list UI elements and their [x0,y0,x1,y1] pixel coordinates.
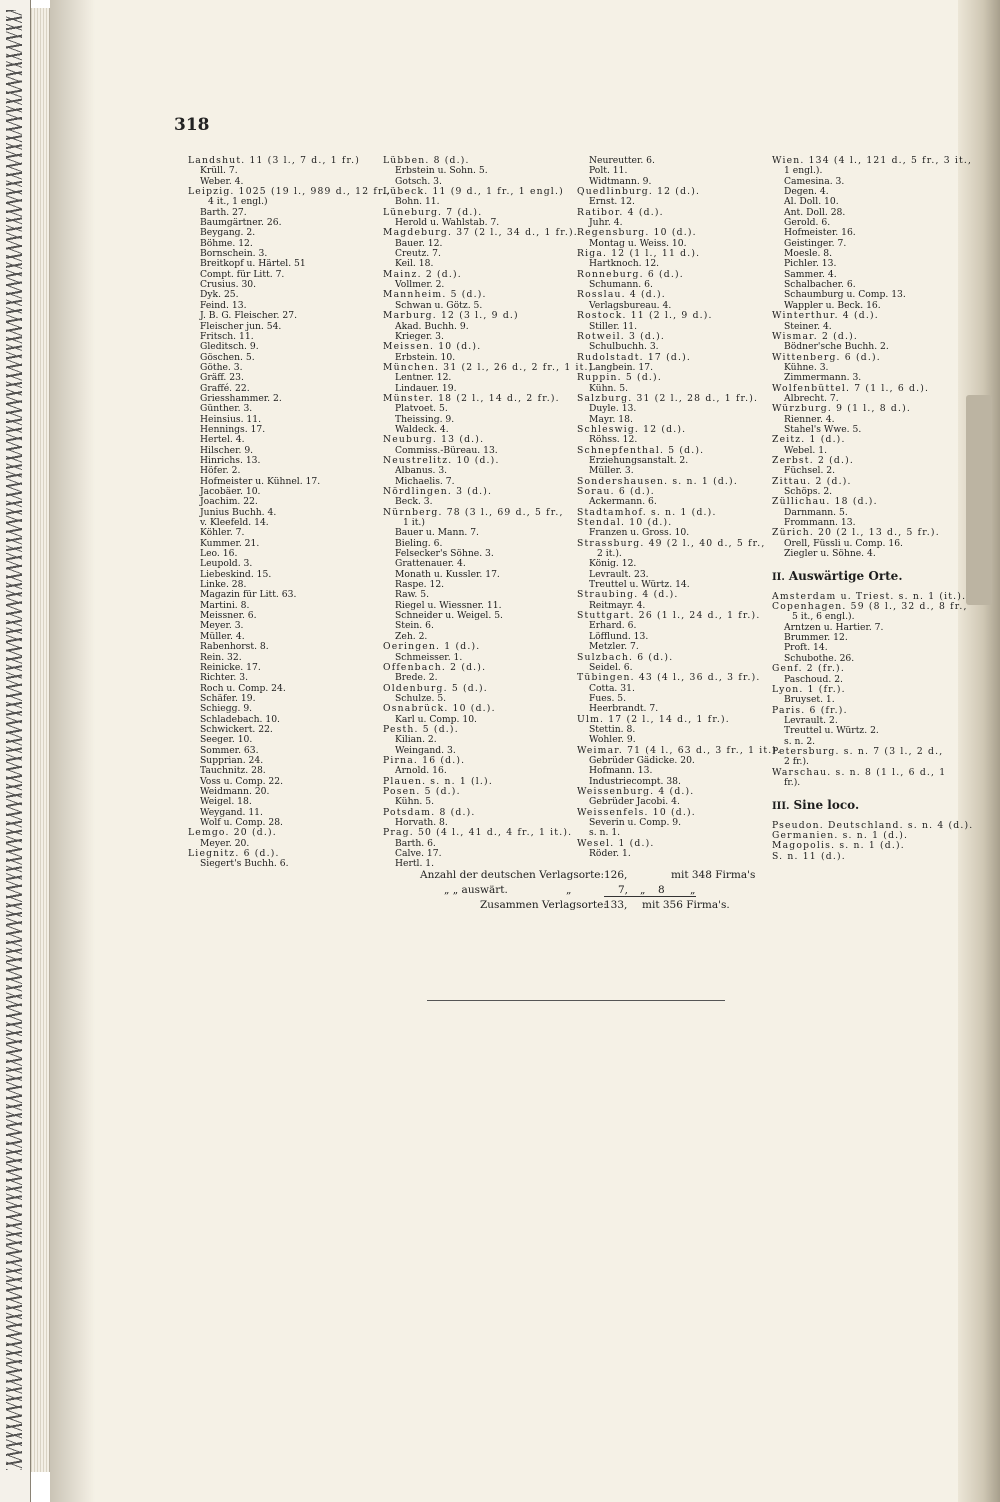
place-entry: Sondershausen. s. n. 1 (d.). [577,475,738,487]
publisher-entry: Richter. 3. [200,672,249,684]
column-4 [772,155,974,862]
publisher-entry: Polt. 11. [589,165,628,177]
publisher-entry: Gebrüder Gädicke. 20. [589,754,695,766]
publisher-entry: Ziegler u. Söhne. 4. [784,548,876,560]
publisher-entry: Weingand. 3. [395,744,456,756]
section-heading-auswaertige-orte: II. Auswärtige Orte. [772,569,903,584]
place-entry: Landshut. 11 (3 l., 7 d., 1 fr.) [188,155,360,166]
publisher-entry: Liebeskind. 15. [200,568,272,580]
publisher-entry: Calve. 17. [395,848,442,860]
marbled-book-edge [0,0,31,1502]
closing-rule [427,1000,725,1001]
publisher-entry: Martini. 8. [200,599,250,611]
place-entry: Ratibor. 4 (d.). [577,206,664,218]
place-entry: Copenhagen. 59 (8 l., 32 d., 8 fr., [772,601,968,613]
publisher-entry: Proft. 14. [784,642,828,654]
publisher-entry: Ant. Doll. 28. [784,206,846,218]
publisher-entry: Orell, Füssli u. Comp. 16. [784,537,903,549]
publisher-entry: Arntzen u. Hartier. 7. [784,621,884,633]
publisher-entry: Michaelis. 7. [395,475,455,487]
publisher-entry: Meyer. 20. [200,837,250,849]
publisher-entry: Kilian. 2. [395,734,437,746]
publisher-entry: Steiner. 4. [784,320,832,332]
place-entry: Neuburg. 13 (d.). [383,434,485,446]
place-entry: München. 31 (2 l., 26 d., 2 fr., 1 it.) [383,361,594,373]
publisher-entry: Theissing. 9. [395,413,455,425]
place-entry: Pseudon. Deutschland. s. n. 4 (d.). [772,819,974,831]
place-entry: Liegnitz. 6 (d.). [188,848,280,860]
publisher-entry: Reinicke. 17. [200,661,261,673]
publisher-entry: 1 engl.). [784,165,823,177]
publisher-entry: Gleditsch. 9. [200,341,259,353]
place-entry: Prag. 50 (4 l., 41 d., 4 fr., 1 it.). [383,827,573,839]
publisher-entry: Gotsch. 3. [395,175,442,187]
place-entry: Leipzig. 1025 (19 l., 989 d., 12 fr., [188,186,391,198]
publisher-entry: Röhss. 12. [589,434,638,446]
place-entry: Stadtamhof. s. n. 1 (d.). [577,506,717,518]
publisher-entry: Baumgärtner. 26. [200,217,282,229]
place-entry: Oldenburg. 5 (d.). [383,682,488,694]
publisher-entry: Waldeck. 4. [395,423,449,435]
place-entry: Neustrelitz. 10 (d.). [383,454,500,466]
publisher-entry: Meyer. 3. [200,620,244,632]
publisher-entry: Albrecht. 7. [784,392,839,404]
publisher-entry: Arnold. 16. [395,765,447,777]
publisher-entry: Tauchnitz. 28. [200,765,266,777]
publisher-entry: fr.). [784,776,801,788]
publisher-entry: Voss u. Comp. 22. [200,775,284,787]
publisher-entry: Franzen u. Gross. 10. [589,527,690,539]
publisher-entry: Hartknoch. 12. [589,258,660,270]
publisher-entry: Stein. 6. [395,620,434,632]
publisher-entry: Ernst. 12. [589,196,635,208]
publisher-entry: Meissner. 6. [200,610,257,622]
page-number: 318 [174,115,210,135]
publisher-entry: Schwickert. 22. [200,723,273,735]
publisher-entry: Schäfer. 19. [200,692,256,704]
publisher-entry: Raspe. 12. [395,579,445,591]
publisher-entry: Platvoet. 5. [395,403,448,415]
publisher-entry: Schneider u. Weigel. 5. [395,610,503,622]
publisher-entry: Bauer. 12. [395,237,443,249]
publisher-entry: Griesshammer. 2. [200,392,282,404]
place-entry: Zeitz. 1 (d.). [772,434,846,446]
publisher-entry: Felsecker's Söhne. 3. [395,548,494,560]
place-entry: Rosslau. 4 (d.). [577,289,666,301]
place-entry: Nürnberg. 78 (3 l., 69 d., 5 fr., [383,506,564,518]
publisher-entry: Treuttel u. Würtz. 14. [589,579,690,591]
publisher-entry: Hofmann. 13. [589,765,653,777]
publisher-entry: Supprian. 24. [200,754,264,766]
publisher-entry: J. B. G. Fleischer. 27. [200,310,297,322]
publisher-entry: Rein. 32. [200,651,242,663]
publisher-entry: Widtmann. 9. [589,175,652,187]
column-4-foreign-list [772,592,967,789]
publisher-entry: 1 it.) [403,517,425,529]
place-entry: Quedlinburg. 12 (d.). [577,186,701,198]
publisher-entry: Weygand. 11. [200,806,263,818]
publisher-entry: Raw. 5. [395,589,429,601]
publisher-entry: Levrault. 23. [589,568,649,580]
publisher-entry: Wohler. 9. [589,734,636,746]
publisher-entry: Schaumburg u. Comp. 13. [784,289,906,301]
publisher-entry: Joachim. 22. [200,496,258,508]
publisher-entry: Karl u. Comp. 10. [395,713,477,725]
publisher-entry: Gebrüder Jacobi. 4. [589,796,680,808]
publisher-entry: Wolf u. Comp. 28. [200,817,283,828]
publisher-entry: Webel. 1. [784,444,827,456]
publisher-entry: Bornschein. 3. [200,248,268,260]
publisher-entry: Brummer. 12. [784,632,848,644]
column-2 [383,155,594,870]
publisher-entry: Stettin. 8. [589,723,636,735]
place-entry: Wesel. 1 (d.). [577,837,655,849]
publisher-entry: Camesina. 3. [784,175,845,187]
publisher-entry: Jacobäer. 10. [200,486,261,497]
publisher-entry: Stiller. 11. [589,320,638,332]
summary-underline [604,896,696,897]
place-entry: Amsterdam u. Triest. s. n. 1 (it.). [772,590,967,602]
publisher-entry: Röder. 1. [589,848,631,860]
publisher-entry: Neureutter. 6. [589,155,655,166]
place-entry: Zürich. 20 (2 l., 13 d., 5 fr.). [772,527,940,539]
publisher-entry: Lindauer. 19. [395,382,457,394]
publisher-entry: Weigel. 18. [200,796,252,808]
publisher-entry: Löfflund. 13. [589,630,649,642]
publisher-entry: Juhr. 4. [589,217,623,229]
place-entry: Sorau. 6 (d.). [577,486,655,497]
publisher-entry: Bieling. 6. [395,537,443,549]
place-entry: Sulzbach. 6 (d.). [577,651,674,663]
publisher-entry: Sammer. 4. [784,268,837,280]
publisher-entry: Ackermann. 6. [589,496,657,508]
publisher-entry: Füchsel. 2. [784,465,836,477]
publisher-entry: Crusius. 30. [200,279,257,291]
place-entry: Lyon. 1 (fr.). [772,683,846,695]
place-entry: S. n. 11 (d.). [772,850,846,862]
place-entry: Wittenberg. 6 (d.). [772,351,881,363]
publisher-entry: Compt. für Litt. 7. [200,268,285,280]
place-entry: Lübben. 8 (d.). [383,155,470,166]
publisher-entry: Kühn. 5. [589,382,629,394]
publisher-entry: Commiss.-Büreau. 13. [395,444,498,456]
place-entry: Magdeburg. 37 (2 l., 34 d., 1 fr.). [383,227,578,239]
publisher-entry: Linke. 28. [200,579,247,591]
place-entry: Lemgo. 20 (d.). [188,827,277,839]
publisher-entry: Langbein. 17. [589,361,654,373]
publisher-entry: Horvath. 8. [395,817,448,828]
publisher-entry: Reitmayr. 4. [589,599,646,611]
publisher-entry: Erbstein u. Sohn. 5. [395,165,488,177]
place-entry: Stuttgart. 26 (1 l., 24 d., 1 fr.). [577,610,761,622]
publisher-entry: Sommer. 63. [200,744,259,756]
publisher-entry: Fritsch. 11. [200,330,254,342]
publisher-entry: Barth. 27. [200,206,247,218]
place-entry: Mannheim. 5 (d.). [383,289,487,301]
publisher-entry: Hofmeister. 16. [784,227,856,239]
publisher-entry: Beygang. 2. [200,227,256,239]
place-entry: Riga. 12 (1 l., 11 d.). [577,248,701,260]
publisher-entry: Bödner'sche Buchh. 2. [784,341,889,353]
publisher-entry: Schumann. 6. [589,279,653,291]
place-entry: Marburg. 12 (3 l., 9 d.) [383,310,519,322]
publisher-entry: Krieger. 3. [395,330,444,342]
publisher-entry: Schladebach. 10. [200,713,280,725]
place-entry: Wolfenbüttel. 7 (1 l., 6 d.). [772,382,930,394]
place-entry: Osnabrück. 10 (d.). [383,703,496,715]
publisher-entry: Zimmermann. 3. [784,372,862,384]
publisher-entry: Moesle. 8. [784,248,833,260]
gutter-shadow [50,0,95,1502]
publisher-entry: s. n. 2. [784,735,816,747]
publisher-entry: Magazin für Litt. 63. [200,589,297,601]
place-entry: Pirna. 16 (d.). [383,754,466,766]
publisher-entry: Erhard. 6. [589,620,637,632]
place-entry: Magopolis. s. n. 1 (d.). [772,840,905,852]
place-entry: Zerbst. 2 (d.). [772,454,854,466]
place-entry: Ronneburg. 6 (d.). [577,268,684,280]
publisher-entry: Feind. 13. [200,299,247,311]
publisher-entry: Hilscher. 9. [200,444,254,456]
publisher-entry: Treuttel u. Würtz. 2. [784,725,879,737]
place-entry: Zittau. 2 (d.). [772,475,852,487]
place-entry: Rostock. 11 (2 l., 9 d.). [577,310,713,322]
publisher-entry: Höfer. 2. [200,465,241,477]
place-entry: Posen. 5 (d.). [383,785,461,797]
publisher-entry: Kühn. 5. [395,796,435,808]
publisher-entry: Stahel's Wwe. 5. [784,423,862,435]
place-entry: Winterthur. 4 (d.). [772,310,879,322]
publisher-entry: Heerbrandt. 7. [589,703,659,715]
publisher-entry: Levrault. 2. [784,714,838,726]
place-entry: Weimar. 71 (4 l., 63 d., 3 fr., 1 it.). [577,744,782,756]
publisher-entry: Kummer. 21. [200,537,260,549]
publisher-entry: Beck. 3. [395,496,433,508]
place-entry: Wismar. 2 (d.). [772,330,859,342]
publisher-entry: Seeger. 10. [200,734,253,746]
place-entry: Rotweil. 3 (d.). [577,330,666,342]
publisher-entry: Roch u. Comp. 24. [200,682,286,694]
publisher-entry: Günther. 3. [200,403,253,415]
column-4-sine-loco-list [772,819,974,862]
publisher-entry: Müller. 3. [589,465,634,477]
publisher-entry: 5 it., 6 engl.). [792,611,855,623]
place-entry: Salzburg. 31 (2 l., 28 d., 1 fr.). [577,392,759,404]
place-entry: Münster. 18 (2 l., 14 d., 2 fr.). [383,392,560,404]
publisher-entry: Bruyset. 1. [784,694,835,706]
place-entry: Genf. 2 (fr.). [772,663,845,675]
publisher-entry: Darnmann. 5. [784,506,848,518]
publisher-entry: Rienner. 4. [784,413,835,425]
publisher-entry: 2 fr.). [784,756,809,768]
column-3 [577,155,782,860]
publisher-entry: Schulbuchh. 3. [589,341,659,353]
place-entry: Strassburg. 49 (2 l., 40 d., 5 fr., [577,537,766,549]
place-entry: Offenbach. 2 (d.). [383,661,487,673]
place-entry: Schnepfenthal. 5 (d.). [577,444,705,456]
place-entry: Züllichau. 18 (d.). [772,496,878,508]
publisher-entry: s. n. 1. [589,827,621,839]
publisher-entry: Lentner. 12. [395,372,452,384]
publisher-entry: Rabenhorst. 8. [200,641,269,653]
publisher-entry: Keil. 18. [395,258,434,270]
publisher-entry: Paschoud. 2. [784,673,843,685]
page-edges [31,8,50,1472]
publisher-entry: Köhler. 7. [200,527,245,539]
place-entry: Germanien. s. n. 1 (d.). [772,829,909,841]
publisher-entry: Hinrichs. 13. [200,454,261,466]
place-entry: Wien. 134 (4 l., 121 d., 5 fr., 3 it., [772,155,973,166]
publisher-entry: Erbstein. 10. [395,351,456,363]
publisher-entry: Wappler u. Beck. 16. [784,299,881,311]
publisher-entry: Gräff. 23. [200,372,244,384]
publisher-entry: Schwan u. Götz. 5. [395,299,483,311]
publisher-entry: Schmeisser. 1. [395,651,463,663]
publisher-entry: König. 12. [589,558,637,570]
publisher-entry: Pichler. 13. [784,258,837,270]
publisher-entry: Severin u. Comp. 9. [589,817,682,828]
publisher-entry: Mayr. 18. [589,413,633,425]
publisher-entry: Kühne. 3. [784,361,829,373]
place-entry: Plauen. s. n. 1 (l.). [383,775,493,787]
publisher-entry: Industriecompt. 38. [589,775,681,787]
publisher-entry: Siegert's Buchh. 6. [200,858,289,870]
publisher-entry: Weber. 4. [200,175,244,187]
publisher-entry: Schiegg. 9. [200,703,253,715]
place-entry: Regensburg. 10 (d.). [577,227,697,239]
publisher-entry: Duyle. 13. [589,403,637,415]
publisher-entry: Cotta. 31. [589,682,635,694]
publisher-entry: Montag u. Weiss. 10. [589,237,687,249]
publisher-entry: Schöps. 2. [784,486,833,497]
publisher-entry: Hertel. 4. [200,434,245,446]
publisher-entry: Riegel u. Wiessner. 11. [395,599,502,611]
publisher-entry: Monath u. Kussler. 17. [395,568,500,580]
publisher-entry: Frommann. 13. [784,517,856,529]
scanned-book-page: 318 Landshut. 11 (3 l., 7 d., 1 fr.) Krüll. 7. Weber. 4. Leipzig. 1025 (19 l., 989 d., 12 fr., 4 it., 1 engl.) Barth. 27. Baumgärtner. 26. Beygang. 2. Böhme. 12. Bornschein. 3. Breitkopf u. Härtel. 51 Compt. für Litt. 7. Crusius. 30. Dyk. 25. Feind. 13. J. B. G. Fleischer. 27. Fleischer jun. 54. Fritsch. 11. Gleditsch. 9. Göschen. 5. Göthe. 3. Gräff. 23. Graffé. 22. Griesshammer. 2. Günther. 3. Heinsius. 11. Hennings. 17. Hertel. 4. Hilscher. 9. Hinrichs. 13. Höfer. 2. Hofmeister u. Kühnel. 17. Jacobäer. 10. Joachim. 22. Junius Buchh. 4. v. Kleefeld. 14. Köhler. 7. Kummer. 21. Leo. 16. Leupold. 3. Liebeskind. 15. Linke. 28. Magazin für Litt. 63. Martini. 8. Meissner. 6. Meyer. 3. Müller. 4. Rabenhorst. 8. Rein. 32. Reinicke. 17. Richter. 3. Roch u. Comp. 24. Schäfer. 19. Schiegg. 9. Schladebach. 10. Schwickert. 22. Seeger. 10. Sommer. 63. Supprian. 24. Tauchnitz. 28. Voss u. Comp. 22. Weidmann. 20. Weigel. 18. Weygand. 11. Wolf u. Comp. 28. Lemgo. 20 (d.). Meyer. 20. Liegnitz. 6 (d.). Siegert's Buchh. 6. Lübben. 8 (d.). Erbstein u. Sohn. 5. Gotsch. 3. Lübeck. 11 (9 d., 1 fr., 1 engl.) Bohn. 11. Lüneburg. 7 (d.). Herold u. Wahlstab. 7. Magdeburg. 37 (2 l., 34 d., 1 fr.). Bauer. 12. Creutz. 7. Keil. 18. Mainz. 2 (d.). Vollmer. 2. Mannheim. 5 (d.). Schwan u. Götz. 5. Marburg. 12 (3 l., 9 d.) Akad. Buchh. 9. Krieger. 3. Meissen. 10 (d.). Erbstein. 10. München. 31 (2 l., 26 d., 2 fr., 1 it.) Lentner. 12. Lindauer. 19. Münster. 18 (2 l., 14 d., 2 fr.). Platvoet. 5. Theissing. 9. Waldeck. 4. Neuburg. 13 (d.). Commiss.-Büreau. 13. Neustrelitz. 10 (d.). Albanus. 3. Michaelis. 7. Nördlingen. 3 (d.). Beck. 3. Nürnberg. 78 (3 l., 69 d., 5 fr., 1 it.) Bauer u. Mann. 7. Bieling. 6. Felsecker's Söhne. 3. Grattenauer. 4. Monath u. Kussler. 17. Raspe. 12. Raw. 5. Riegel u. Wiessner. 11. Schneider u. Weigel. 5. Stein. 6. Zeh. 2. Oeringen. 1 (d.). Schmeisser. 1. Offenbach. 2 (d.). Brede. 2. Oldenburg. 5 (d.). Schulze. 5. Osnabrück. 10 (d.). Karl u. Comp. 10. Pesth. 5 (d.). Kilian. 2. Weingand. 3. Pirna. 16 (d.). Arnold. 16. Plauen. s. n. 1 (l.). Posen. 5 (d.). Kühn. 5. Potsdam. 8 (d.). Horvath. 8. Prag. 50 (4 l., 41 d., 4 fr., 1 it.). Barth. 6. Calve. 17. Hertl. 1. Neureutter. 6. Polt. 11. Widtmann. 9. Quedlinburg. 12 (d.). Ernst. 12. Ratibor. 4 (d.). Juhr. 4. Regensburg. 10 (d.). Montag u. Weiss. 10. Riga. 12 (1 l., 11 d.). Hartknoch. 12. Ronneburg. 6 (d.). Schumann. 6. Rosslau. 4 (d.). Verlagsbureau. 4. Rostock. 11 (2 l., 9 d.). Stiller. 11. Rotweil. 3 (d.). Schulbuchh. 3. Rudolstadt. 17 (d.). Langbein. 17. Ruppin. 5 (d.). Kühn. 5. Salzburg. 31 (2 l., 28 d., 1 fr.). Duyle. 13. Mayr. 18. Schleswig. 12 (d.). Röhss. 12. Schnepfenthal. 5 (d.). Erziehungsanstalt. 2. Müller. 3. Sondershausen. s. n. 1 (d.). Sorau. 6 (d.). Ackermann. 6. Stadtamhof. s. n. 1 (d.). Stendal. 10 (d.). Franzen u. Gross. 10. Strassburg. 49 (2 l., 40 d., 5 fr., 2 it.). König. 12. Levrault. 23. Treuttel u. Würtz. 14. Straubing. 4 (d.). Reitmayr. 4. Stuttgart. 26 (1 l., 24 d., 1 fr.). Erhard. 6. Löfflund. 13. Metzler. 7. Sulzbach. 6 (d.). Seidel. 6. Tübingen. 43 (4 l., 36 d., 3 fr.). Cotta. 31. Fues. 5. Heerbrandt. 7. Ulm. 17 (2 l., 14 d., 1 fr.). Stettin. 8. Wohler. 9. Weimar. 71 (4 l., 63 d., 3 fr., 1 it.). Gebrüder Gädicke. 20. Hofmann. 13. Industriecompt. 38. Weissenburg. 4 (d.). Gebrüder Jacobi. 4. Weissenfels. 10 (d.). Severin u. Comp. 9. s. n. 1. Wesel. 1 (d.). Röder. 1. Wien. 134 (4 l., 121 d., 5 fr., 3 it., 1 engl.). Camesina. 3. Degen. 4. Al. Doll. 10. Ant. Doll. 28. Gerold. 6. Hofmeister. 16. Geistinger. 7. Moesle. 8. Pichler. 13. Sammer. 4. Schalbacher. 6. Schaumburg u. Comp. 13. Wappler u. Beck. 16. Winterthur. 4 (d.). Steiner. 4. Wismar. 2 (d.). Bödner'sche Buchh. 2. Wittenberg. 6 (d.). Kühne. 3. Zimmermann. 3. Wolfenbüttel. 7 (1 l., 6 d.). Albrecht. 7. Würzburg. 9 (1 l., 8 d.). Rienner. 4. Stahel's Wwe. 5. Zeitz. 1 (d.). Webel. 1. Zerbst. 2 (d.). Füchsel. 2. Zittau. 2 (d.). Schöps. 2. Züllichau. 18 (d.). Darnmann. 5. Frommann. 13. Zürich. 20 (2 l., 13 d., 5 fr.). Orell, Füssli u. Comp. 16. Ziegler u. Söhne. 4. II. Auswärtige Orte. Amsterdam u. Triest. s. n. 1 (it.). Copenhagen. 59 (8 l., 32 d., 8 fr., 5 it., 6 engl.). Arntzen u. Hartier. 7. Brummer. 12. Proft. 14. Schubothe. 26. Genf. 2 (fr.). Paschoud. 2. Lyon. 1 (fr.). Bruyset. 1. Paris. 6 (fr.). Levrault. 2. Treuttel u. Würtz. 2. s. n. 2. Petersburg. s. n. 7 (3 l., 2 d., 2 fr.). Warschau. s. n. 8 (1 l., 6 d., 1 fr.). III. Sine loco. Pseudon. Deutschland. s. n. 4 (d.). Germanien. s. n. 1 (d.). Magopolis. s. n. 1 (d.). S. n. 11 (d.). Anzahl der deutschen Verlagsorte: 126, mit 348 Firma's „ „ auswärt. „ 7, „ 8 „ Zusammen Verlagsorte: 133, mit 356 Firma's. [0,0,1000,1502]
publisher-entry: Fues. 5. [589,692,627,704]
publisher-entry: Gerold. 6. [784,217,831,229]
publisher-entry: Müller. 4. [200,630,245,642]
place-entry: Mainz. 2 (d.). [383,268,462,280]
publisher-entry: Breitkopf u. Härtel. 51 [200,258,306,270]
place-entry: Weissenburg. 4 (d.). [577,785,695,797]
place-entry: Ruppin. 5 (d.). [577,372,662,384]
publisher-entry: 2 it.). [597,548,622,560]
place-entry: Pesth. 5 (d.). [383,723,459,735]
publisher-entry: Akad. Buchh. 9. [395,320,469,332]
publisher-entry: Hertl. 1. [395,858,435,870]
publisher-entry: Schulze. 5. [395,692,447,704]
publisher-entry: Brede. 2. [395,672,438,684]
place-entry: Weissenfels. 10 (d.). [577,806,696,818]
publisher-entry: Schalbacher. 6. [784,279,856,291]
publisher-entry: Degen. 4. [784,186,829,198]
publisher-entry: Böhme. 12. [200,237,253,249]
publisher-entry: Krüll. 7. [200,165,238,177]
place-entry: Oeringen. 1 (d.). [383,641,481,653]
publisher-entry: Weidmann. 20. [200,785,270,797]
place-entry: Petersburg. s. n. 7 (3 l., 2 d., [772,745,944,757]
publisher-entry: Seidel. 6. [589,661,633,673]
publisher-entry: Göschen. 5. [200,351,255,363]
publisher-entry: Hofmeister u. Kühnel. 17. [200,475,321,487]
publisher-entry: Göthe. 3. [200,361,243,373]
publisher-entry: Schubothe. 26. [784,652,855,664]
place-entry: Lübeck. 11 (9 d., 1 fr., 1 engl.) [383,186,564,198]
publisher-entry: Barth. 6. [395,837,436,849]
place-entry: Straubing. 4 (d.). [577,589,679,601]
publisher-entry: Fleischer jun. 54. [200,320,282,332]
place-entry: Rudolstadt. 17 (d.). [577,351,691,363]
publisher-entry: Leo. 16. [200,548,238,560]
publisher-entry: Verlagsbureau. 4. [589,299,672,311]
publisher-entry: Geistinger. 7. [784,237,847,249]
place-entry: Schleswig. 12 (d.). [577,423,687,435]
publisher-entry: Junius Buchh. 4. [200,506,277,518]
publisher-entry: Bauer u. Mann. 7. [395,527,479,539]
place-entry: Nördlingen. 3 (d.). [383,486,493,497]
publisher-entry: Erziehungsanstalt. 2. [589,454,689,466]
column-4-top-list [772,155,973,560]
publisher-entry: Leupold. 3. [200,558,253,570]
publisher-entry: Metzler. 7. [589,641,639,653]
place-entry: Potsdam. 8 (d.). [383,806,476,818]
publisher-entry: v. Kleefeld. 14. [200,517,269,529]
place-entry: Meissen. 10 (d.). [383,341,482,353]
place-entry: Würzburg. 9 (1 l., 8 d.). [772,403,912,415]
place-entry: Tübingen. 43 (4 l., 36 d., 3 fr.). [577,672,761,684]
section-heading-sine-loco: III. Sine loco. [772,798,860,813]
place-entry: Stendal. 10 (d.). [577,517,673,529]
place-entry: Lüneburg. 7 (d.). [383,206,483,218]
publisher-entry: 4 it., 1 engl.) [208,196,268,208]
publisher-entry: Bohn. 11. [395,196,440,208]
publisher-entry: Dyk. 25. [200,289,239,301]
publisher-entry: Vollmer. 2. [395,279,445,291]
publisher-entry: Graffé. 22. [200,382,250,394]
publisher-entry: Zeh. 2. [395,630,428,642]
publisher-entry: Creutz. 7. [395,248,441,260]
place-entry: Ulm. 17 (2 l., 14 d., 1 fr.). [577,713,730,725]
publisher-entry: Hennings. 17. [200,423,266,435]
publisher-entry: Albanus. 3. [395,465,448,477]
place-entry: Paris. 6 (fr.). [772,704,848,716]
publisher-entry: Grattenauer. 4. [395,558,466,570]
publisher-entry: Al. Doll. 10. [784,196,839,208]
column-1 [188,155,391,870]
place-entry: Warschau. s. n. 8 (1 l., 6 d., 1 [772,766,947,778]
publisher-entry: Heinsius. 11. [200,413,262,425]
publisher-entry: Herold u. Wahlstab. 7. [395,217,500,229]
